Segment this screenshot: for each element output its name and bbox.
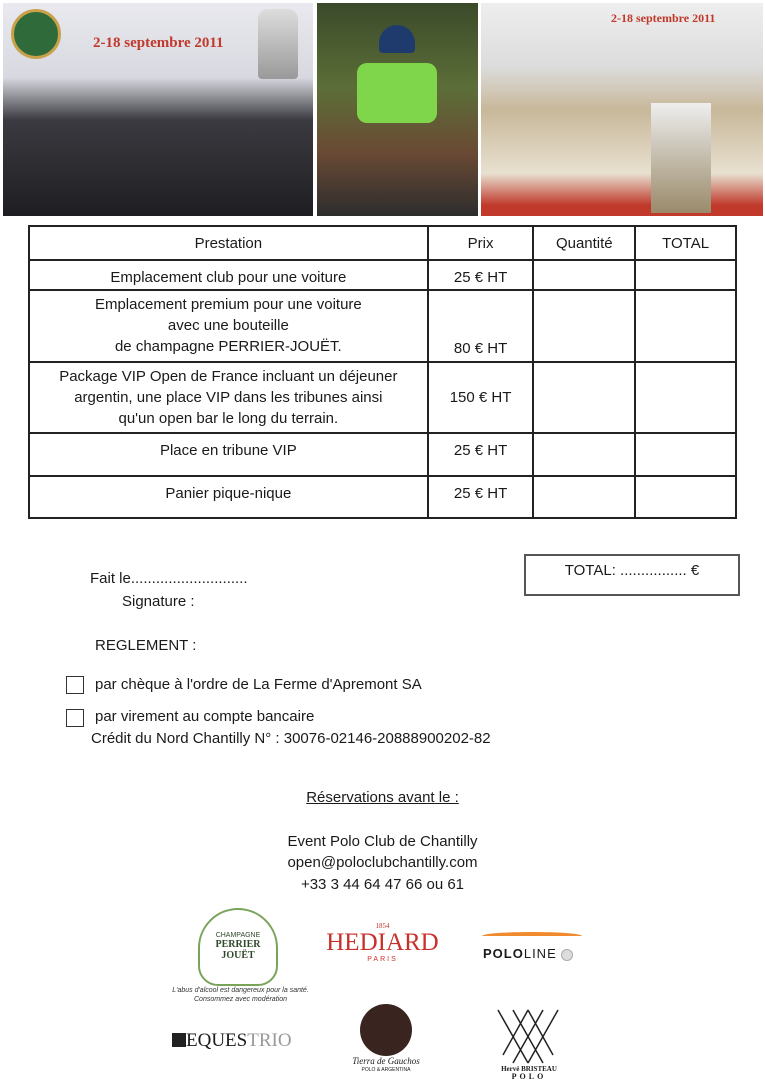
header-prix: Prix [428, 226, 534, 260]
bristeau-sub: POLO [511, 1072, 547, 1081]
reservations-heading [0, 789, 765, 806]
table-row [29, 260, 736, 290]
prestation-cell [29, 433, 428, 476]
header-prestation: Prestation [29, 226, 428, 260]
cheque-label: par chèque à l'ordre de La Ferme d'Apremont SA [95, 676, 422, 693]
quantite-cell[interactable] [533, 476, 635, 518]
table-row [29, 433, 736, 476]
total-label: TOTAL: ................ € [564, 562, 700, 579]
player-jersey [357, 63, 437, 123]
prestation-cell [29, 362, 428, 433]
bristeau-text: Hervé BRISTEAU [501, 1065, 557, 1073]
prix-cell: 25 € HT [428, 433, 534, 476]
pricing-table [28, 225, 737, 519]
prestation-line: Emplacement club pour une voiture [110, 269, 347, 286]
prestation-line: qu'un open bar le long du terrain. [118, 410, 339, 427]
tierra-sub: POLO & ARGENTINA [361, 1067, 411, 1073]
header-quantite: Quantité [533, 226, 635, 260]
total-cell[interactable] [635, 433, 736, 476]
prestation-cell [29, 260, 428, 290]
contact-phone: +33 3 44 64 47 66 ou 61 [300, 876, 465, 893]
equestrio-text-a: EQUES [186, 1030, 248, 1051]
quantite-cell[interactable] [533, 433, 635, 476]
table-header-row [29, 226, 736, 260]
prix-cell: 150 € HT [428, 362, 534, 433]
prestation-line: argentin, une place VIP dans les tribunes ainsi [74, 389, 383, 406]
pololine-text-b: LINE [523, 946, 557, 961]
virement-label: par virement au compte bancaire [95, 708, 315, 725]
tierra-de-gauchos-emblem [360, 1004, 412, 1056]
perrier-top-text: CHAMPAGNE [215, 932, 261, 939]
equestrio-logo [172, 1030, 292, 1052]
hediard-city: PARIS [367, 956, 398, 963]
crossed-mallets-icon [488, 1005, 568, 1065]
perrier-jouet-logo [198, 908, 278, 986]
prestation-line: de champagne PERRIER-JOUËT. [114, 338, 342, 355]
total-cell[interactable] [635, 290, 736, 362]
prestation-line: Panier pique-nique [165, 485, 292, 502]
pololine-logo [483, 946, 573, 961]
table-row [29, 290, 736, 362]
pololine-text-a: POLO [483, 946, 524, 961]
perrier-text: PERRIER JOUËT [215, 939, 261, 961]
table-row [29, 476, 736, 518]
total-cell[interactable] [635, 476, 736, 518]
cheque-checkbox[interactable] [66, 676, 84, 694]
total-box[interactable] [524, 554, 740, 596]
prestation-cell [29, 290, 428, 362]
reservations-title: Réservations avant le : [306, 789, 459, 806]
prestation-line: avec une bouteille [167, 317, 289, 334]
equestrio-text-b: TRIO [247, 1030, 292, 1051]
prestation-cell [29, 476, 428, 518]
bristeau-polo-logo [484, 1066, 574, 1080]
tierra-text: Tierra de Gauchos [352, 1056, 420, 1066]
photo-polo-player [317, 3, 478, 216]
hediard-year: 1854 [375, 922, 390, 930]
event-banner-text: 2-18 septembre 2011 [93, 35, 224, 51]
prix-cell: 80 € HT [428, 290, 534, 362]
table-row [29, 362, 736, 433]
quantite-cell[interactable] [533, 290, 635, 362]
ball-icon [561, 949, 573, 961]
reglement-heading: REGLEMENT : [95, 637, 197, 654]
total-cell[interactable] [635, 362, 736, 433]
prestation-line: Emplacement premium pour une voiture [94, 296, 362, 313]
header-total: TOTAL [635, 226, 736, 260]
event-banner-text: 2-18 septembre 2011 [611, 11, 716, 25]
fait-le-field[interactable]: Fait le............................ [90, 570, 248, 587]
contact-name: Event Polo Club de Chantilly [287, 833, 478, 850]
club-crest-logo [11, 9, 61, 59]
virement-checkbox[interactable] [66, 709, 84, 727]
prestation-line: Place en tribune VIP [159, 442, 297, 459]
photo-trophy-celebration [3, 3, 313, 216]
warning-line: Consommez avec modération [194, 996, 287, 1003]
pololine-swoosh [482, 932, 582, 940]
horse-icon [172, 1033, 186, 1047]
contact-email[interactable]: open@poloclubchantilly.com [287, 854, 478, 871]
photo-team-podium [481, 3, 763, 216]
signature-label: Signature : [122, 593, 195, 610]
prix-cell: 25 € HT [428, 476, 534, 518]
trophy-image [258, 9, 298, 79]
helmet-image [379, 25, 415, 53]
tierra-de-gauchos-logo [330, 1057, 442, 1075]
hediard-text: HEDIARD [326, 929, 439, 956]
prix-cell: 25 € HT [428, 260, 534, 290]
warning-line: L'abus d'alcool est dangereux pour la santé. [172, 987, 309, 994]
total-cell[interactable] [635, 260, 736, 290]
alcohol-warning [168, 986, 313, 1004]
quantite-cell[interactable] [533, 362, 635, 433]
prestation-line: Package VIP Open de France incluant un déjeuner [59, 368, 398, 385]
bank-account: Crédit du Nord Chantilly N° : 30076-02146-20888900202-82 [91, 730, 491, 747]
trophy-image [651, 103, 711, 213]
hediard-logo [320, 922, 445, 963]
quantite-cell[interactable] [533, 260, 635, 290]
